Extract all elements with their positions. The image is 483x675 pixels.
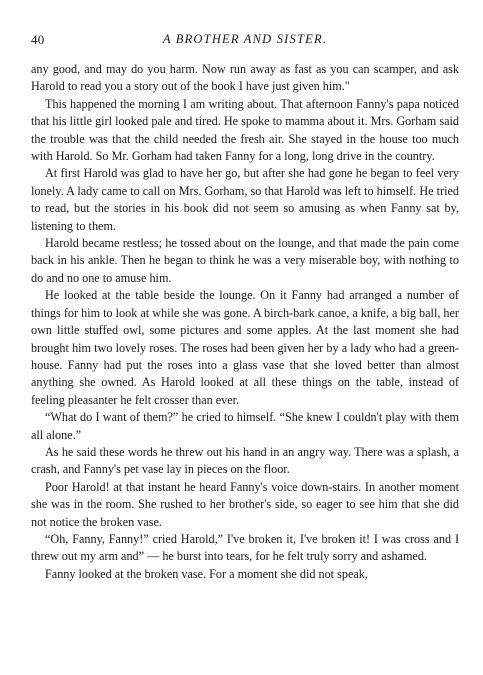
paragraph: This happened the morning I am writing about. That afternoon Fanny's papa noticed that his little girl looked pale and tired. He spoke to mamma about it. Mrs. Gorham said the trouble was that the child needed the fresh air. She stayed in the house too much with Harold. So Mr. Gorham had taken Fanny for a long, long drive in the country. [31, 96, 459, 164]
running-title: A BROTHER AND SISTER. [162, 32, 328, 46]
paragraph: At first Harold was glad to have her go, but after she had gone he began to feel very lonely. A lady came to call on Mrs. Gorham, so that Harold was left to himself. He tried to read, but the stories in his book did not seem so amusing as when Fanny sat by, listening to them. [31, 166, 459, 233]
paragraph: “What do I want of them?” he cried to himself. “She knew I couldn't play with them all alone.” [31, 410, 459, 442]
paragraph: Harold became restless; he tossed about on the lounge, and that made the pain come back in his ankle. Then he began to think he was a very miserable boy, with nothing to do and no one to amuse him. [31, 236, 459, 285]
page-number: 40 [31, 32, 45, 47]
paragraph: He looked at the table beside the lounge. On it Fanny had arranged a number of things for him to look at while she was gone. A birch-bark canoe, a knife, a big ball, her own little stuffed owl, some pictures and some apples. At the last moment she had brought him two lovely roses. The roses had been given her by a lady who had a green-house. Fanny had put the roses into a glass vase that she loved better than almost anything she owned. As Harold looked at all these things on the table, instead of feeling pleasanter he felt crosser than ever. [31, 288, 459, 407]
page-header [31, 32, 459, 50]
paragraph: “Oh, Fanny, Fanny!” cried Harold,” I've broken it, I've broken it! I was cross and I threw out my arm and” — he burst into tears, for he felt truly sorry and ashamed. [31, 531, 459, 564]
paragraph: As he said these words he threw out his hand in an angry way. There was a splash, a crash, and Fanny's pet vase lay in pieces on the floor. [31, 444, 459, 477]
body-text [31, 61, 459, 583]
paragraph: Poor Harold! at that instant he heard Fanny's voice down-stairs. In another moment she was in the room. She rushed to her brother's side, so eager to see him that she did not notice the broken vase. [31, 479, 459, 529]
paragraph-continued: any good, and may do you harm. Now run away as fast as you can scamper, and ask Harold to read you a story out of the book I have just given him." [31, 62, 459, 94]
paragraph: Fanny looked at the broken vase. For a moment she did not speak, [45, 566, 368, 581]
